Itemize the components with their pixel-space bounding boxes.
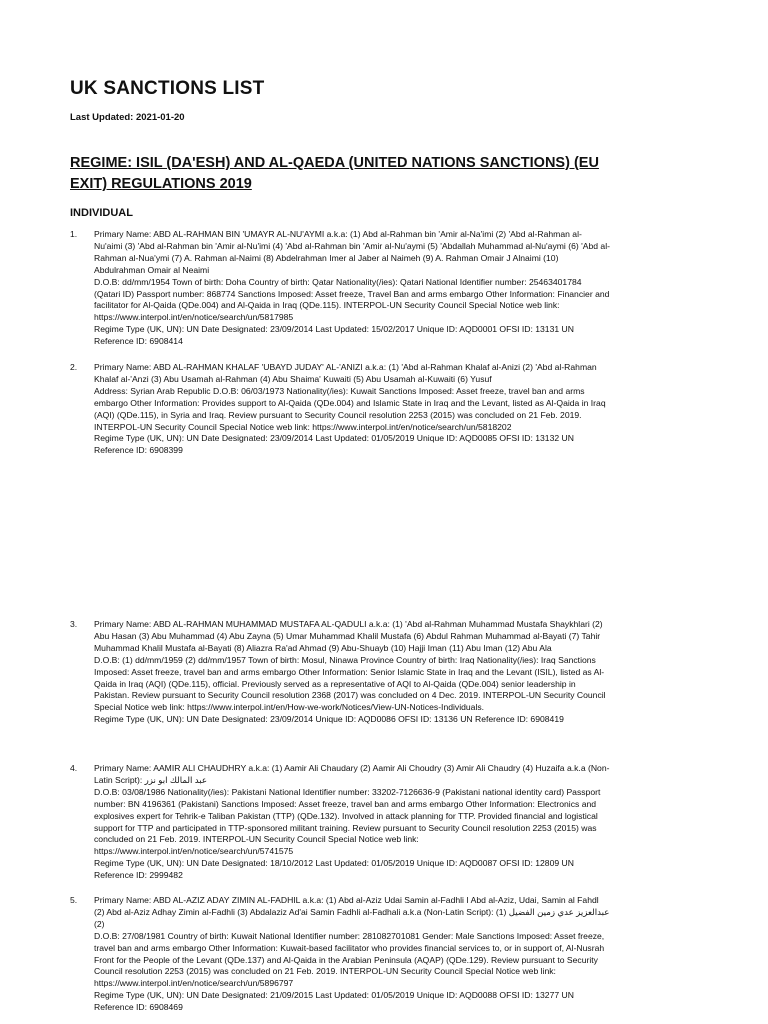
entry-details: D.O.B: 27/08/1981 Country of birth: Kuwait National Identifier number: 281082701081 Gender: Male Sanctions Imposed: Asset freeze, travel ban and arms embargo Other Information: Kuwait-based facilitator who provides financial services to, or in support of, Al-Nusrah Front for the People of the Levant (QDe.137) and Al-Qaida in the Arabian Peninsula (AQAP) (QDe.129). Review pursuant to Security Council resolution 2253 (2015) was concluded on 21 Feb. 2019. INTERPOL-UN Security Council Special Notice web link: https://www.interpol.int/en/notice/search/un/5896797 xyxy=(94,930,605,989)
entry-details: D.O.B: 03/08/1986 Nationality(/ies): Pakistani National Identifier number: 33202-7126636-9 (Pakistani national identity card) Passport number: BN 4196361 (Pakistani) Sanctions Imposed: Asset freeze, travel ban and arms embargo Other Information: Electronics and explosives expert for Tehrik-e Taliban Pakistan (TTP) (QDe.132). Involved in attack planning for TTP. Provided financial and logistical support for TTP and participated in TTP-sponsored militant training. Review pursuant to Security Council resolution 2253 (2015) was concluded on 21 Feb. 2019. INTERPOL-UN Security Council Special Notice web link: https://www.interpol.int/en/notice/search/un/5741575 xyxy=(94,786,601,857)
sanction-entry xyxy=(70,362,610,457)
entry-regime-type: Regime Type (UK, UN): UN Date Designated: 21/09/2015 Last Updated: 01/05/2019 Unique ID: AQD0088 OFSI ID: 13277 UN Reference ID: 6908469 xyxy=(94,990,574,1013)
entry-details: D.O.B: dd/mm/1954 Town of birth: Doha Country of birth: Qatar Nationality(/ies): Qatari National Identifier number: 25463401784 (Qatari ID) Passport number: 868774 Sanctions Imposed: Asset freeze, Travel Ban and arms embargo Other Information: Financier and facilitator for Al-Qaida (QDe.004) and Al-Qaida in Iraq (QDe.115). INTERPOL-UN Security Council Special Notice web link: https://www.interpol.int/en/notice/search/un/5817985 xyxy=(94,276,610,323)
entry-primary-name: Primary Name: AAMIR ALI CHAUDHRY a.k.a: (1) Aamir Ali Chaudary (2) Aamir Ali Choudry (3) Amir Ali Chaudry (4) Huzaifa a.k.a (Non-Latin Script): عبد المالك ابو نزر xyxy=(94,763,610,785)
regime-heading: REGIME: ISIL (DA'ESH) AND AL-QAEDA (UNITED NATIONS SANCTIONS) (EU EXIT) REGULATIONS 2019 xyxy=(70,155,599,192)
sanction-entry xyxy=(70,763,610,882)
entry-primary-name: Primary Name: ABD AL-RAHMAN BIN 'UMAYR AL-NU'AYMI a.k.a: (1) Abd al-Rahman bin 'Amir al-Na'imi (2) 'Abd al-Rahman al-Nu'aimi (3) 'Abd al-Rahman bin 'Amir al-Nu'imi (4) 'Abd al-Rahman bin 'Amir al-Nu'aymi (5) 'Abdallah Muhammad al-Nu'aymi (6) 'Abd al-Rahman al-Nua'ymi (7) A. Rahman al-Naimi (8) Abdelrahman Imer al Jaber al Naimeh (9) A. Rahman Omair J Alnaimi (10) Abdulrahman Omair al Neaimi xyxy=(94,229,610,275)
entry-number: 4. xyxy=(70,763,78,773)
sanction-entry xyxy=(70,229,610,348)
last-updated: Last Updated: 2021-01-20 xyxy=(70,112,185,123)
document-title: UK SANCTIONS LIST xyxy=(70,78,265,99)
entry-number: 5. xyxy=(70,895,78,905)
entry-details: D.O.B: (1) dd/mm/1959 (2) dd/mm/1957 Town of birth: Mosul, Ninawa Province Country of birth: Iraq Nationality(/ies): Iraq Sanctions Imposed: Asset freeze, travel ban and arms embargo Other Information: Senior Islamic State in Iraq and the Levant (ISIL), listed as Al-Qaida in Iraq (AQI) (QDe.115), official. Previously served as a representative of AQI to Al-Qaida (QDe.004) senior leadership in Pakistan. Review pursuant to Security Council resolution 2368 (2017) was concluded on 4 Dec. 2019. INTERPOL-UN Security Council Special Notice web link: https://www.interpol.int/en/How-we-work/Notices/View-UN-Notices-Individuals. xyxy=(94,654,606,713)
section-heading: INDIVIDUAL xyxy=(70,207,133,219)
sanction-entry xyxy=(70,619,610,726)
entry-number: 3. xyxy=(70,619,78,629)
entry-number: 2. xyxy=(70,362,78,372)
entry-primary-name: Primary Name: ABD AL-RAHMAN MUHAMMAD MUSTAFA AL-QADULI a.k.a: (1) 'Abd al-Rahman Muhammad Mustafa Shaykhlari (2) Abu Hasan (3) Abu Muhammad (4) Abu Zayna (5) Umar Muhammad Khalil Mustafa (6) Abdul Rahman Muhammad al-Bayati (7) Tahir Muhammad Khalil Mustafa al-Bayati (8) Aliazra Ra'ad Ahmad (9) Abu-Shuayb (10) Hajji Iman (11) Abu Iman (12) Abu Ala xyxy=(94,619,603,653)
entry-regime-type: Regime Type (UK, UN): UN Date Designated: 23/09/2014 Unique ID: AQD0086 OFSI ID: 13136 UN Reference ID: 6908419 xyxy=(94,714,564,725)
entry-regime-type: Regime Type (UK, UN): UN Date Designated: 23/09/2014 Last Updated: 01/05/2019 Unique ID: AQD0085 OFSI ID: 13132 UN Reference ID: 6908399 xyxy=(94,433,574,456)
sanction-entry xyxy=(70,895,610,1014)
entry-regime-type: Regime Type (UK, UN): UN Date Designated: 18/10/2012 Last Updated: 01/05/2019 Unique ID: AQD0087 OFSI ID: 12809 UN Reference ID: 2999482 xyxy=(94,858,574,881)
entry-regime-type: Regime Type (UK, UN): UN Date Designated: 23/09/2014 Last Updated: 15/02/2017 Unique ID: AQD0001 OFSI ID: 13131 UN Reference ID: 6908414 xyxy=(94,324,574,347)
entry-primary-name: Primary Name: ABD AL-AZIZ ADAY ZIMIN AL-FADHIL a.k.a: (1) Abd al-Aziz Udai Samin al-Fadhli I Abd al-Aziz, Udai, Samin al Fahdl (2) Abd al-Aziz Adhay Zimin al-Fadhli (3) Abdalaziz Ad'ai Samin Fadhli al-Fadhali a.k.a (Non-Latin Script): (1) عبدالعزيز عدي زمين الفضيل (2) xyxy=(94,895,610,929)
entry-details: Address: Syrian Arab Republic D.O.B: 06/03/1973 Nationality(/ies): Kuwait Sanctions Imposed: Asset freeze, travel ban and arms embargo Other Information: Provides support to Al-Qaida (QDe.004) and Islamic State in Iraq and the Levant, listed as Al-Qaida in Iraq (AQI) (QDe.115), in Syria and Iraq. Review pursuant to Security Council resolution 2253 (2015) was concluded on 21 Feb. 2019. INTERPOL-UN Security Council Special Notice web link: https://www.interpol.int/en/notice/search/un/5818202 xyxy=(94,385,606,432)
entry-primary-name: Primary Name: ABD AL-RAHMAN KHALAF 'UBAYD JUDAY' AL-'ANIZI a.k.a: (1) 'Abd al-Rahman Khalaf al-Anizi (2) 'Abd al-Rahman Khalaf al-'Anzi (3) Abu Usamah al-Rahman (4) Abu Shaima' Kuwaiti (5) Abu Usamah al-Kuwaiti (6) Yusuf xyxy=(94,362,597,384)
entry-number: 1. xyxy=(70,229,78,239)
